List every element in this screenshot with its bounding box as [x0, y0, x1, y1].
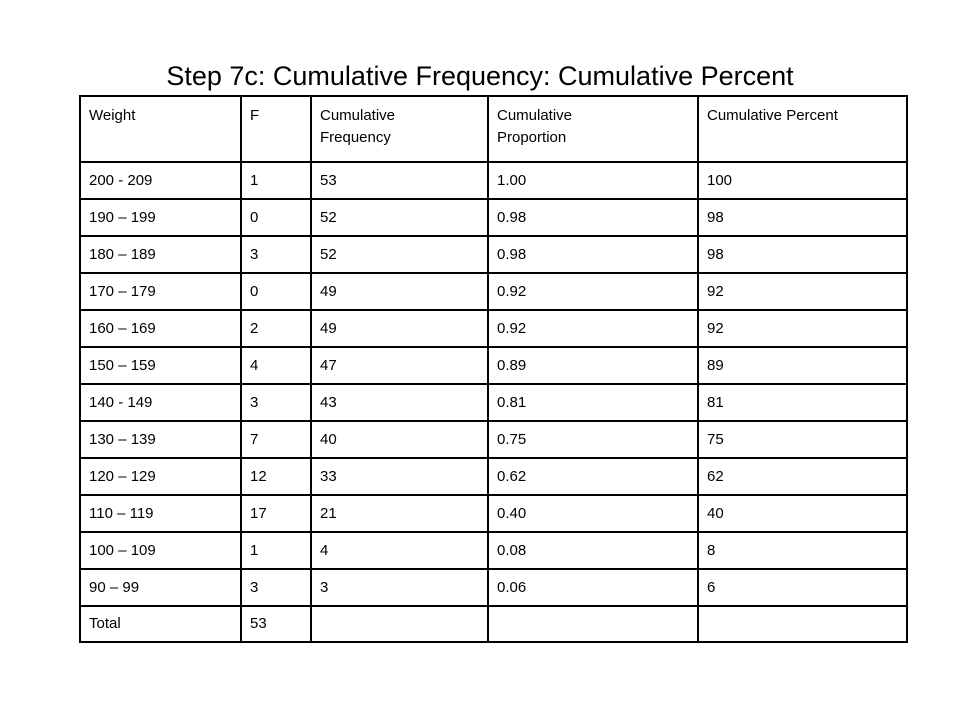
cell-cumulative-proportion: 0.81: [488, 384, 698, 421]
header-cumulative-frequency: Cumulative Frequency: [311, 96, 488, 162]
cell-cumulative-proportion: 0.40: [488, 495, 698, 532]
cell-f: 3: [241, 236, 311, 273]
cell-cumulative-percent: 89: [698, 347, 907, 384]
cell-cumulative-proportion: 0.75: [488, 421, 698, 458]
cell-weight: 100 – 109: [80, 532, 241, 569]
cell-weight: 180 – 189: [80, 236, 241, 273]
table-row: [80, 569, 907, 606]
cell-cumulative-frequency: 43: [311, 384, 488, 421]
cell-f: 4: [241, 347, 311, 384]
table-row: [80, 162, 907, 199]
slide-title: Step 7c: Cumulative Frequency: Cumulative Percent: [166, 61, 794, 91]
total-label: Total: [80, 606, 241, 642]
cell-cumulative-proportion: 0.62: [488, 458, 698, 495]
cell-weight: 190 – 199: [80, 199, 241, 236]
cell-f: 7: [241, 421, 311, 458]
cell-cumulative-percent: 6: [698, 569, 907, 606]
table-row: [80, 495, 907, 532]
cell-weight: 90 – 99: [80, 569, 241, 606]
cell-f: 12: [241, 458, 311, 495]
cell-f: 0: [241, 273, 311, 310]
cell-cumulative-percent: 100: [698, 162, 907, 199]
cell-weight: 140 - 149: [80, 384, 241, 421]
cell-cumulative-frequency: 40: [311, 421, 488, 458]
header-cumulative-proportion: Cumulative Proportion: [488, 96, 698, 162]
cell-weight: 200 - 209: [80, 162, 241, 199]
cell-cumulative-frequency: 49: [311, 310, 488, 347]
cell-cumulative-frequency: 52: [311, 236, 488, 273]
cell-cumulative-frequency: 52: [311, 199, 488, 236]
cell-cumulative-proportion: 0.89: [488, 347, 698, 384]
cell-cumulative-percent: 40: [698, 495, 907, 532]
cell-weight: 160 – 169: [80, 310, 241, 347]
cell-cumulative-proportion: 0.08: [488, 532, 698, 569]
cell-cumulative-frequency: 49: [311, 273, 488, 310]
cell-f: 3: [241, 569, 311, 606]
table-row: [80, 236, 907, 273]
cell-f: 2: [241, 310, 311, 347]
cumulative-frequency-table: [79, 95, 908, 643]
cell-cumulative-proportion: 0.92: [488, 273, 698, 310]
cell-weight: 110 – 119: [80, 495, 241, 532]
cell-cumulative-proportion: 1.00: [488, 162, 698, 199]
total-row: [80, 606, 907, 642]
cell-cumulative-percent: 92: [698, 273, 907, 310]
table-row: [80, 421, 907, 458]
total-cumulative-proportion: [488, 606, 698, 642]
cell-cumulative-proportion: 0.98: [488, 199, 698, 236]
table-row: [80, 532, 907, 569]
table-row: [80, 458, 907, 495]
total-f: 53: [241, 606, 311, 642]
table-row: [80, 199, 907, 236]
header-weight: Weight: [80, 96, 241, 162]
total-cumulative-percent: [698, 606, 907, 642]
cell-cumulative-frequency: 33: [311, 458, 488, 495]
cell-cumulative-frequency: 47: [311, 347, 488, 384]
table-row: [80, 310, 907, 347]
cell-weight: 130 – 139: [80, 421, 241, 458]
table-header-row: [80, 96, 907, 162]
table-row: [80, 273, 907, 310]
cell-cumulative-frequency: 21: [311, 495, 488, 532]
cell-f: 1: [241, 532, 311, 569]
cell-cumulative-proportion: 0.92: [488, 310, 698, 347]
total-cumulative-frequency: [311, 606, 488, 642]
cell-cumulative-percent: 98: [698, 236, 907, 273]
cell-weight: 170 – 179: [80, 273, 241, 310]
cell-cumulative-percent: 81: [698, 384, 907, 421]
cell-cumulative-percent: 92: [698, 310, 907, 347]
cell-cumulative-percent: 98: [698, 199, 907, 236]
cell-cumulative-frequency: 4: [311, 532, 488, 569]
cell-weight: 150 – 159: [80, 347, 241, 384]
cell-cumulative-percent: 8: [698, 532, 907, 569]
cell-f: 3: [241, 384, 311, 421]
cell-f: 0: [241, 199, 311, 236]
cell-cumulative-proportion: 0.98: [488, 236, 698, 273]
cell-cumulative-percent: 62: [698, 458, 907, 495]
cell-cumulative-frequency: 53: [311, 162, 488, 199]
cell-cumulative-proportion: 0.06: [488, 569, 698, 606]
table-row: [80, 347, 907, 384]
header-cumulative-percent: Cumulative Percent: [698, 96, 907, 162]
cell-f: 1: [241, 162, 311, 199]
cell-f: 17: [241, 495, 311, 532]
header-f: F: [241, 96, 311, 162]
cell-cumulative-frequency: 3: [311, 569, 488, 606]
cell-weight: 120 – 129: [80, 458, 241, 495]
cell-cumulative-percent: 75: [698, 421, 907, 458]
table-row: [80, 384, 907, 421]
